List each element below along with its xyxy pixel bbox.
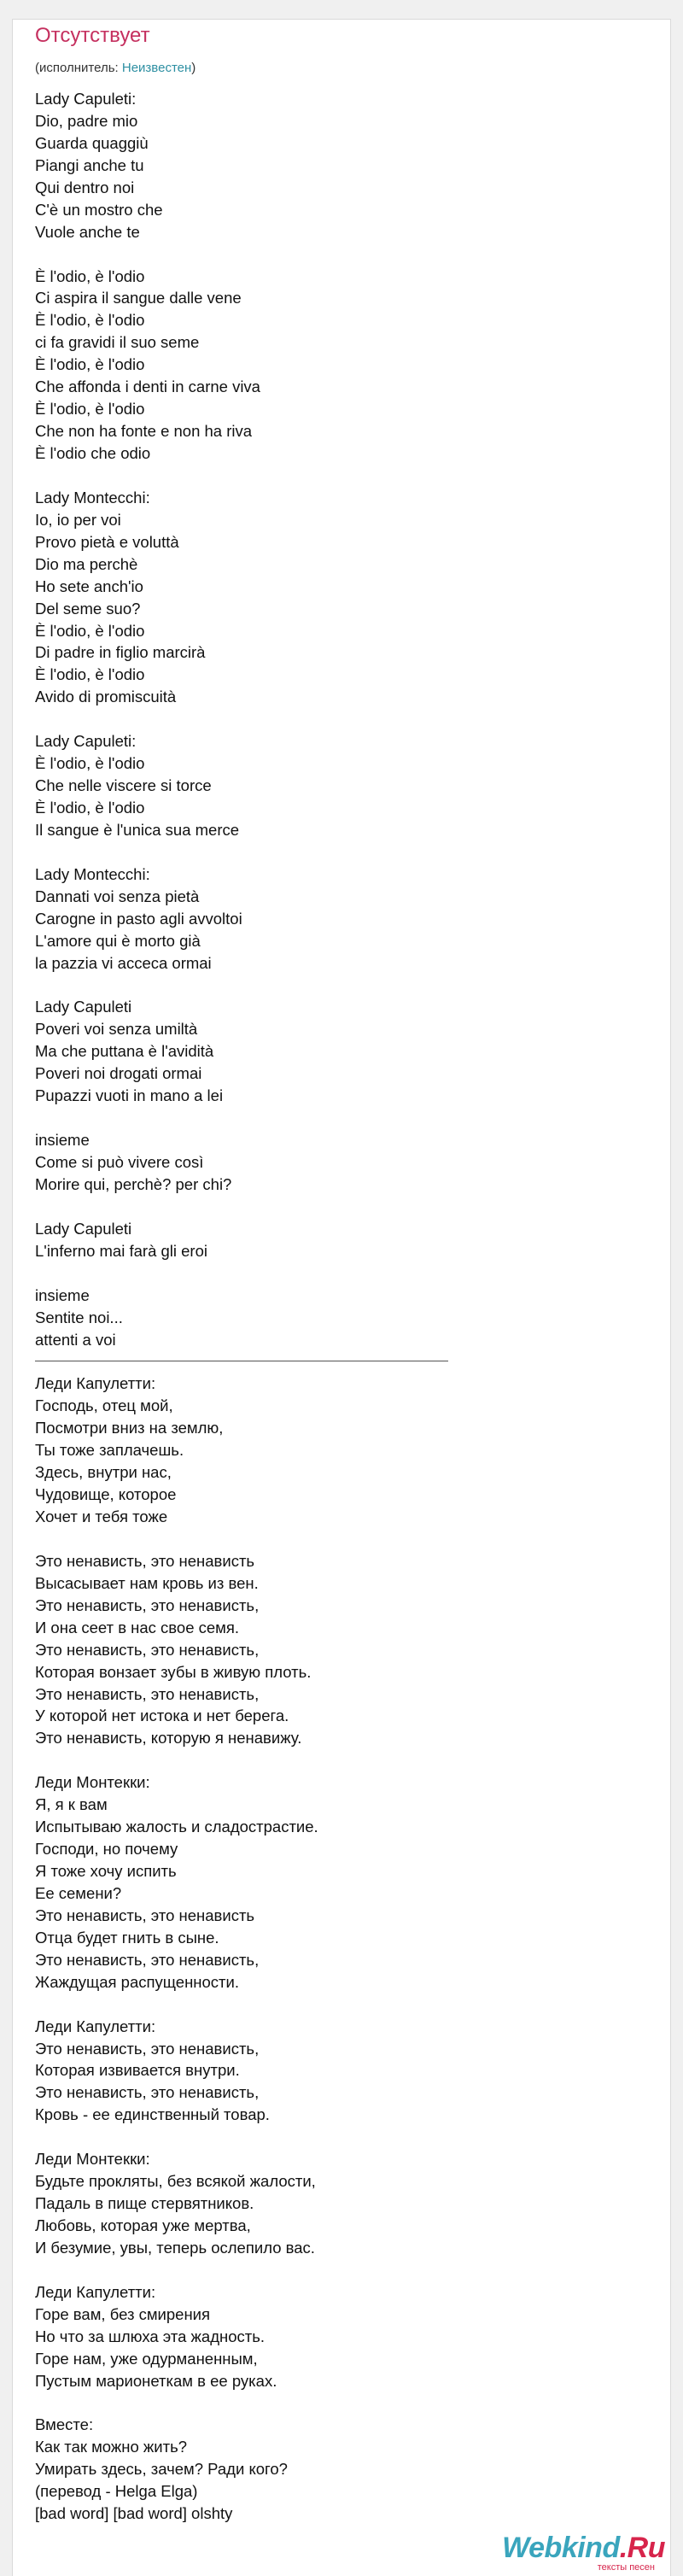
lyric-line: Я тоже хочу испить [35,1862,177,1880]
lyric-line: Dio ma perchè [35,554,138,573]
lyric-line: Ci aspira il sangue dalle vene [35,289,242,307]
lyric-line: Горе нам, уже одурманенным, [35,2349,258,2368]
lyric-line: attenti a voi [35,1330,116,1349]
lyric-line: È l'odio, è l'odio [35,355,145,374]
lyric-line: Это ненависть, это ненависть, [35,1684,260,1703]
lyric-line: È l'odio, è l'odio [35,665,145,684]
lyric-line: Любовь, которая уже мертва, [35,2216,251,2234]
lyric-line: Io, io per voi [35,510,121,529]
lyric-line: [bad word] [bad word] olshty [35,2504,233,2523]
lyric-line: Горе вам, без смирения [35,2304,211,2323]
lyric-line: È l'odio, è l'odio [35,400,145,419]
lyric-line: Lady Capuleti [35,1219,132,1238]
lyric-line: È l'odio che odio [35,444,151,462]
lyric-line: L'amore qui è morto già [35,931,201,950]
lyric-line: Carogne in pasto agli avvoltoi [35,909,242,928]
lyric-line: Dannati voi senza pietà [35,887,200,905]
lyric-line: È l'odio, è l'odio [35,621,145,640]
lyric-line: Которая извивается внутри. [35,2061,240,2080]
lyric-line: Чудовище, которое [35,1485,177,1504]
lyric-line: Poveri voi senza umiltà [35,1020,198,1039]
lyric-line: Господь, отец мой, [35,1396,173,1415]
translation-separator [35,1350,650,1373]
lyric-line: Леди Монтекки: [35,1773,150,1792]
lyric-line: È l'odio, è l'odio [35,754,145,773]
lyric-line: Будьте прокляты, без всякой жалости, [35,2172,316,2191]
blank-line [35,1993,650,2016]
blank-line [35,841,650,864]
lyric-line: Qui dentro noi [35,178,135,196]
lyric-line: Ho sete anch'io [35,577,143,595]
lyric-line: Ее семени? [35,1883,122,1902]
logo-wordmark [502,2532,665,2565]
lyric-line: Высасывает нам кровь из вен. [35,1573,259,1592]
lyric-line: Господи, но почему [35,1840,178,1859]
lyric-line: Guarda quaggiù [35,133,149,152]
logo-part-webkind: Webkind [502,2532,620,2564]
lyric-line: Это ненависть, это ненависть, [35,1950,260,1969]
lyric-line: Посмотри вниз на землю, [35,1419,224,1437]
lyrics-original [35,88,650,1350]
blank-line [35,1107,650,1129]
lyric-line: È l'odio, è l'odio [35,311,145,330]
lyric-line: È l'odio, è l'odio [35,799,145,817]
lyric-line: insieme [35,1285,90,1304]
lyric-line: Dio, padre mio [35,111,138,130]
blank-line [35,2392,650,2415]
blank-line [35,2126,650,2148]
lyric-line: Lady Capuleti: [35,732,137,751]
blank-line [35,1196,650,1218]
artist-prefix: (исполнитель: [35,61,122,75]
lyric-line: Avido di promiscuità [35,688,177,706]
lyric-line: Вместе: [35,2415,94,2434]
lyric-line: Я, я к вам [35,1795,108,1814]
lyric-line: Хочет и тебя тоже [35,1508,168,1525]
lyric-line: Леди Капулетти: [35,2282,156,2301]
blank-line [35,1749,650,1771]
lyric-line: Это ненависть, это ненависть, [35,2083,260,2102]
lyric-line: Che non ha fonte e non ha riva [35,422,253,441]
lyric-line: Lady Capuleti: [35,90,137,108]
lyric-line: Provo pietà e voluttà [35,532,179,551]
lyric-line: Del seme suo? [35,599,141,618]
blank-line [35,465,650,487]
lyric-line: Это ненависть, это ненависть [35,1906,255,1924]
lyrics-text [35,88,650,2525]
lyric-line: Как так можно жить? [35,2438,188,2456]
lyric-line: Lady Capuleti [35,998,132,1016]
lyric-line: Но что за шлюха эта жадность. [35,2327,265,2345]
lyric-line: Come si può vivere così [35,1153,204,1171]
lyric-line: И безумие, увы, теперь ослепило вас. [35,2238,315,2257]
artist-link[interactable]: Неизвестен [121,61,192,75]
lyric-line: И она сеет в нас свое семя. [35,1618,240,1636]
lyric-line: È l'odio, è l'odio [35,266,145,285]
blank-line [35,975,650,997]
lyric-line: Леди Капулетти: [35,2017,156,2035]
lyric-line: Пустым марионеткам в ее руках. [35,2371,277,2390]
lyric-line: Che affonda i denti in carne viva [35,378,260,396]
lyric-line: Vuole anche te [35,222,140,241]
lyric-line: Это ненависть, это ненависть, [35,1595,260,1614]
lyric-line: Это ненависть, это ненависть, [35,1640,260,1659]
lyric-line: Ты тоже заплачешь. [35,1441,184,1460]
lyric-line: У которой нет истока и нет берега. [35,1707,289,1725]
lyric-line: Ma che puttana è l'avidità [35,1042,214,1061]
lyric-line: Di padre in figlio marcirà [35,643,206,662]
lyric-line: Lady Montecchi: [35,864,150,883]
lyric-line: L'inferno mai farà gli eroi [35,1241,207,1260]
lyric-line: Это ненависть, которую я ненавижу. [35,1729,302,1748]
lyric-line: Кровь - ее единственный товар. [35,2105,270,2124]
lyric-line: Poveri noi drogati ormai [35,1064,202,1083]
lyric-line: Падаль в пище стервятников. [35,2194,254,2213]
lyric-line: Умирать здесь, зачем? Ради кого? [35,2460,288,2479]
logo-tagline: тексты песен [597,2562,655,2573]
lyric-line: C'è un mostro che [35,200,163,219]
lyric-line: (перевод - Helga Elga) [35,2482,198,2501]
lyric-line: Morire qui, perchè? per chi? [35,1174,232,1193]
lyric-line: Это ненависть, это ненависть, [35,2039,260,2058]
blank-line [35,1528,650,1550]
lyric-line: Жаждущая распущенности. [35,1972,239,1991]
lyric-line: Che nelle viscere si torce [35,776,212,795]
lyric-line: Sentite noi... [35,1308,123,1326]
logo-part-ru: .Ru [619,2532,665,2564]
blank-line [35,1262,650,1285]
lyric-line: Испытываю жалость и сладострастие. [35,1818,318,1836]
artist-suffix: ) [191,61,196,75]
webkind-logo[interactable] [487,2530,670,2576]
lyric-line: Леди Капулетти: [35,1374,156,1393]
lyric-line: la pazzia vi acceca ormai [35,953,212,972]
lyric-line: Здесь, внутри нас, [35,1463,172,1482]
lyric-line: Lady Montecchi: [35,488,150,506]
lyric-line: Отца будет гнить в сыне. [35,1928,219,1947]
artist-line [35,61,196,76]
blank-line [35,243,650,266]
blank-line [35,2259,650,2281]
lyric-line: Это ненависть, это ненависть [35,1551,255,1570]
lyrics-card [12,19,671,2576]
lyric-line: Леди Монтекки: [35,2150,150,2169]
lyric-line: Pupazzi vuoti in mano a lei [35,1086,224,1105]
lyric-line: insieme [35,1131,90,1150]
blank-line [35,708,650,730]
lyric-line: Которая вонзает зубы в живую плоть. [35,1662,312,1681]
song-title: Отсутствует [35,24,150,47]
lyric-line: ci fa gravidi il suo seme [35,333,200,352]
lyrics-translation [35,1373,650,2525]
lyric-line: Piangi anche tu [35,155,144,174]
lyric-line: Il sangue è l'unica sua merce [35,820,240,839]
